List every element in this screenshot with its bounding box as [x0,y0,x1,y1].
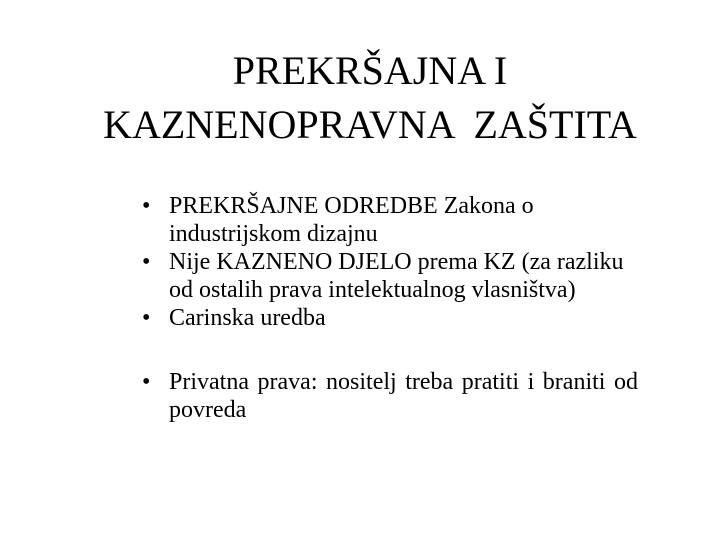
slide-title [40,44,700,152]
bullet-item-2: • Nije KAZNENO DJELO prema KZ (za razliku od ostalih prava intelektualnog vlasništva) [138,248,638,304]
bullet-list [138,192,638,424]
bullet-item-1: • PREKRŠAJNE ODREDBE Zakona o industrijskom dizajnu [138,192,638,248]
bullet-item-4: • Privatna prava: nositelj treba pratiti i braniti od povreda [138,368,638,424]
bullet-item-3: • Carinska uredba [138,304,638,332]
slide-title-line-2: KAZNENOPRAVNA ZAŠTITA [103,102,637,147]
slide-title-line-1: PREKRŠAJNA I [232,48,508,93]
